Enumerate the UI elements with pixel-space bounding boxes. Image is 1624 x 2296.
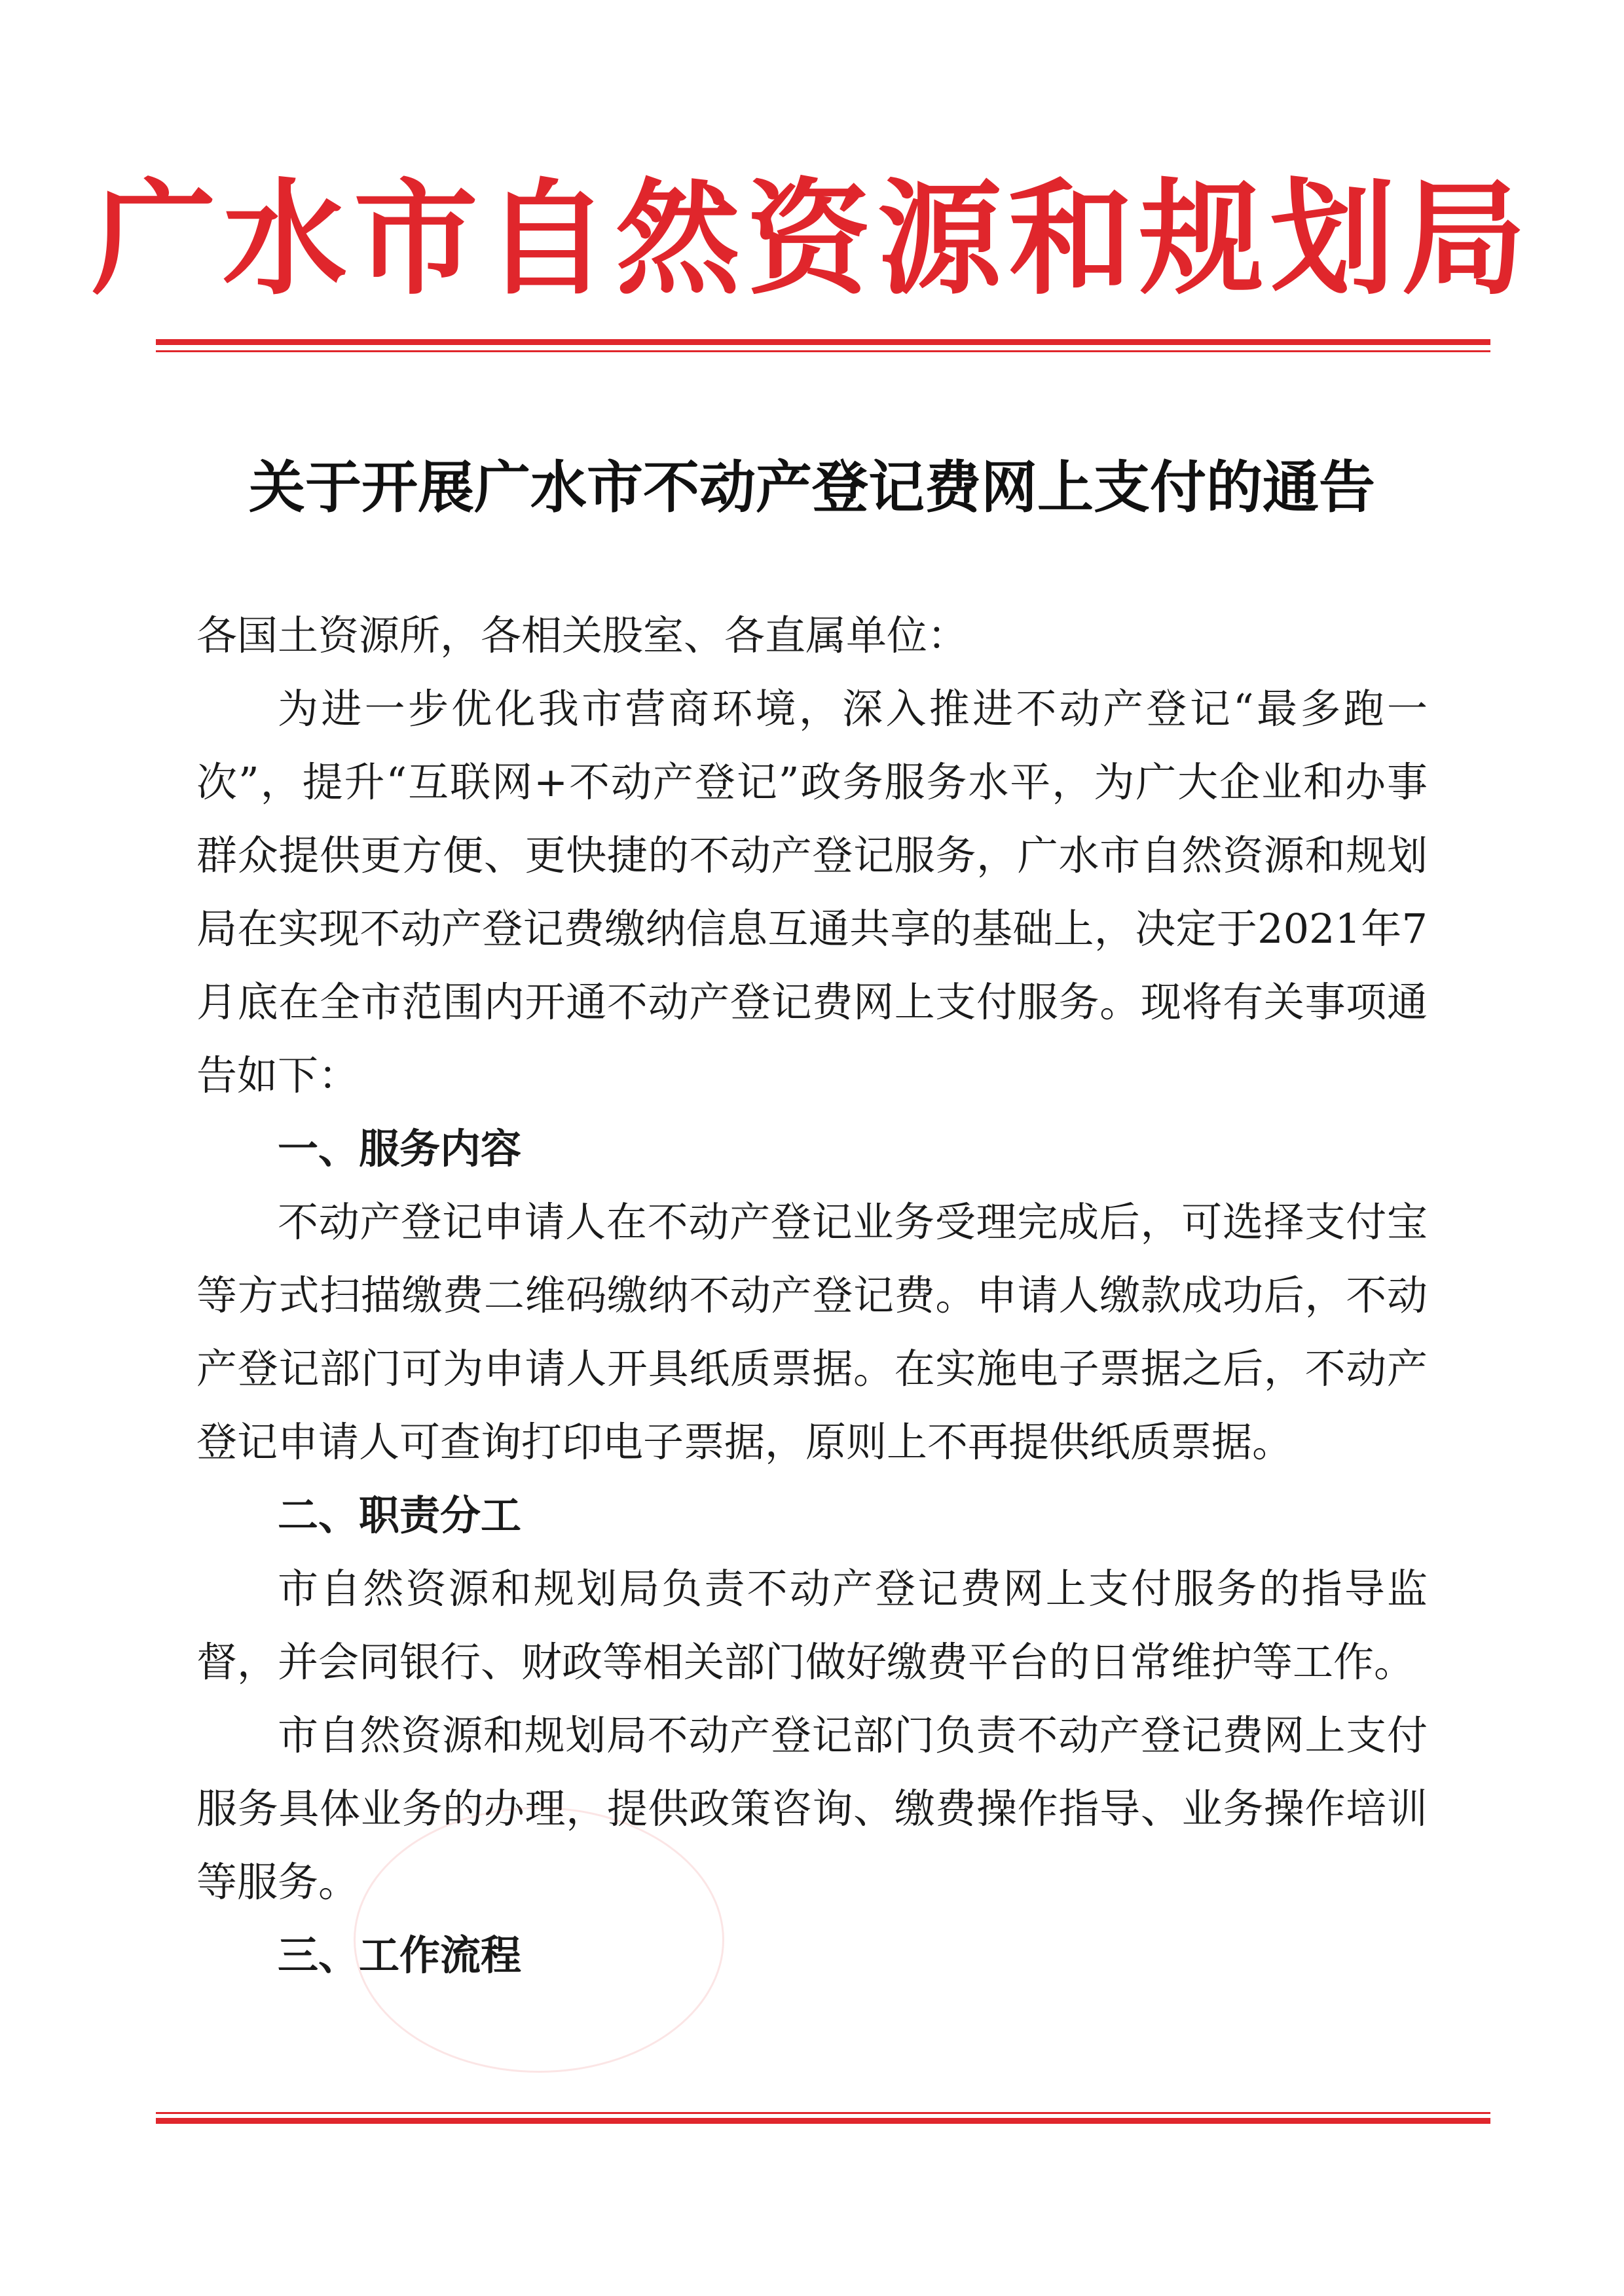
footer-rule-thin [156, 2112, 1490, 2114]
footer-rule-thick [156, 2118, 1490, 2124]
intro-paragraph: 为进一步优化我市营商环境，深入推进不动产登记“最多跑一次”，提升“互联网+不动产登记”政务服务水平，为广大企业和办事群众提供更方便、更快捷的不动产登记服务，广水市自然资源和规划局在实现不动产登记费缴纳信息互通共享的基础上，决定于2021年7月底在全市范围内开通不动产登记费网上支付服务。现将有关事项通告如下： [196, 685, 1428, 1099]
salutation: 各国土资源所，各相关股室、各直属单位： [196, 611, 969, 659]
section-heading-workflow: 三、工作流程 [278, 1931, 522, 1979]
section-heading-service-content: 一、服务内容 [278, 1125, 522, 1173]
document-title: 关于开展广水市不动产登记费网上支付的通告 [249, 454, 1375, 520]
section-paragraph: 不动产登记申请人在不动产登记业务受理完成后，可选择支付宝等方式扫描缴费二维码缴纳不动产登记费。申请人缴款成功后，不动产登记部门可为申请人开具纸质票据。在实施电子票据之后，不动产登记申请人可查询打印电子票据，原则上不再提供纸质票据。 [196, 1198, 1428, 1466]
agency-name-header: 广水市自然资源和规划局 [91, 166, 1532, 312]
header-rule-thin [156, 350, 1490, 352]
section-heading-responsibilities: 二、职责分工 [278, 1491, 522, 1539]
header-rule-thick [156, 339, 1490, 345]
section-paragraph: 市自然资源和规划局负责不动产登记费网上支付服务的指导监督，并会同银行、财政等相关部门做好缴费平台的日常维护等工作。 [196, 1565, 1428, 1686]
document-body [196, 599, 1428, 1992]
section-paragraph: 市自然资源和规划局不动产登记部门负责不动产登记费网上支付服务具体业务的办理，提供政策咨询、缴费操作指导、业务操作培训等服务。 [196, 1711, 1428, 1906]
